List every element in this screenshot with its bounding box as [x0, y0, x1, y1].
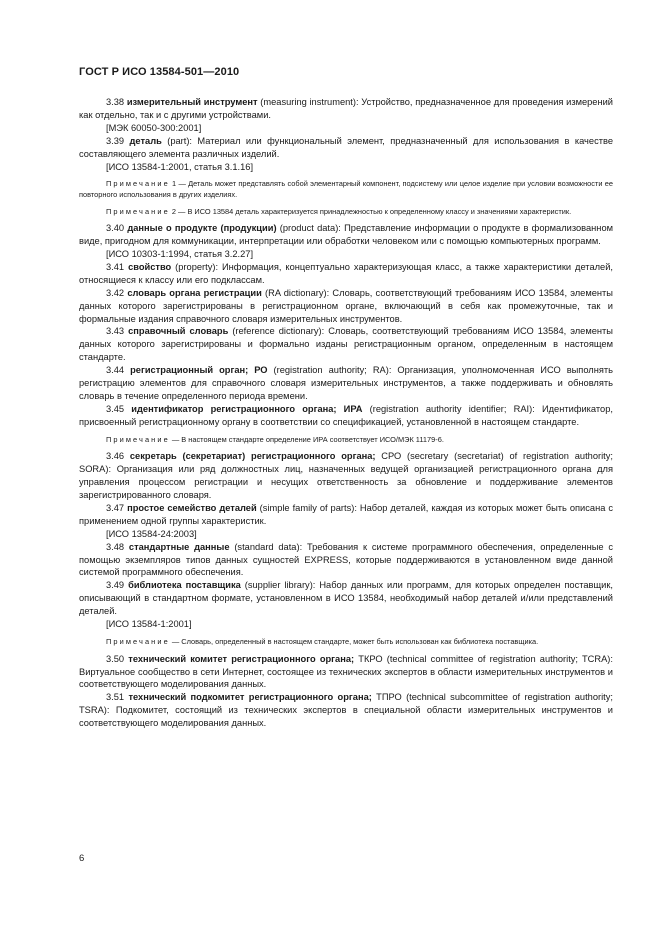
note	[79, 637, 613, 648]
source-reference: [ИСО 13584-1:2001]	[106, 619, 192, 630]
term-definition	[79, 364, 613, 403]
term-name: идентификатор регистрационного органа; ИРА	[131, 403, 363, 414]
term-text: ТКРО (technical committee of registration authority; TCRA): Виртуальное сообщество в сети Интернет, состоящее из технических экспертов в области измерительных инструментов и соответствующего моделирования данных.	[79, 653, 613, 690]
term-text: (reference dictionary): Словарь, соответствующий требованиям ИСО 13584, элементы данных которого зарегистрированы и формально изданы регистрационным органом, определенным в настоящем стандарте.	[79, 326, 613, 363]
source-reference: [ИСО 10303-1:1994, статья 3.2.27]	[106, 249, 254, 260]
source-reference: [ИСО 13584-1:2001, статья 3.1.16]	[106, 161, 254, 172]
term-name: регистрационный орган; РО	[130, 365, 268, 376]
page-number: 6	[79, 853, 85, 864]
term-text: (supplier library): Набор данных или программ, для которых определен поставщик, описывающий в стандартном формате, установленном в ИСО 13584, необходимый набор деталей и/или представлений деталей.	[79, 580, 613, 617]
term-name: секретарь (секретариат) регистрационного органа;	[129, 451, 376, 462]
term-number: 3.47	[106, 502, 125, 513]
term-definition	[79, 96, 613, 122]
term-definition	[79, 222, 613, 248]
term-number: 3.45	[106, 403, 125, 414]
term-number: 3.50	[106, 653, 125, 664]
term-text: (part): Материал или функциональный элемент, предназначенный для использования в качестве составляющего элемента различных изделий.	[79, 135, 613, 159]
term-text: (RA dictionary): Словарь, соответствующий требованиям ИСО 13584, элементы данных которого зарегистрированы в регистрационном органе, включающий в себя как промежуточные, так и формальные издания справочного словаря измерительных инструментов.	[79, 287, 613, 324]
term-name: технический комитет регистрационного органа;	[128, 653, 355, 664]
source-reference: [ИСО 13584-24:2003]	[106, 528, 197, 539]
term-number: 3.48	[106, 541, 125, 552]
term-number: 3.51	[106, 692, 125, 703]
term-number: 3.46	[106, 451, 125, 462]
note	[79, 207, 613, 218]
term-text: (registration authority identifier; RAI): Идентификатор, присвоенный регистрационному органу в соответствии со спецификацией, установленной в настоящем стандарте.	[79, 403, 613, 427]
term-text: (simple family of parts): Набор деталей, каждая из которых может быть описана с применением одной группы характеристик.	[79, 502, 613, 526]
note-text: 2 — В ИСО 13584 деталь характеризуется принадлежностью к определенному классу и значениями характеристик.	[169, 206, 572, 216]
note-label: Примечание	[106, 179, 170, 189]
term-number: 3.39	[106, 135, 125, 146]
document-header: ГОСТ Р ИСО 13584-501—2010	[79, 66, 240, 78]
note-text: 1 — Деталь может представлять собой элементарный компонент, подсистему или целое изделие при условии возможности ее повторного использования в других изделиях.	[79, 179, 613, 200]
document-body	[79, 96, 613, 730]
note-label: Примечание	[106, 637, 170, 646]
term-definition	[79, 502, 613, 528]
term-text: (product data): Представление информации о продукте в формализованном виде, пригодном для коммуникации, интерпретации или обработки человеком или с помощью компьютерных программ.	[79, 223, 614, 247]
term-name: измерительный инструмент	[126, 97, 258, 107]
term-text: ТПРО (technical subcommittee of registration authority; TSRA): Подкомитет, состоящий из технических экспертов в специальной области измерительных инструментов и соответствующего моделирования данных.	[79, 692, 613, 729]
term-name: стандартные данные	[128, 541, 230, 552]
term-name: словарь органа регистрации	[127, 287, 262, 298]
term-definition	[79, 325, 613, 364]
term-name: данные о продукте (продукции)	[127, 223, 277, 234]
term-definition	[79, 579, 613, 618]
term-number: 3.41	[106, 261, 125, 272]
term-definition	[79, 135, 613, 161]
term-name: библиотека поставщика	[128, 580, 241, 591]
term-text: (standard data): Требования к системе программного обеспечения, определенные с помощью экземпляров типов данных сущностей EXPRESS, которые поддерживаются в установленном виде данной системой программного обеспечения.	[79, 541, 613, 578]
note	[79, 435, 613, 446]
term-number: 3.49	[106, 580, 125, 591]
term-number: 3.40	[106, 223, 125, 234]
term-definition	[79, 691, 613, 730]
term-definition	[79, 403, 613, 429]
source-reference: [МЭК 60050-300:2001]	[106, 122, 202, 133]
term-number: 3.42	[106, 287, 125, 298]
note-label: Примечание	[106, 434, 170, 444]
term-definition	[79, 653, 613, 692]
term-text: (registration authority; RA): Организация, уполномоченная ИСО выполнять регистрацию элементов для справочного словаря измерительных инструментов, а также поддерживать и обновлять словарь в течение определенного периода времени.	[79, 365, 614, 401]
term-name: технический подкомитет регистрационного органа;	[128, 692, 372, 703]
term-text: СРО (secretary (secretariat) of registration authority; SORA): Организация или ряд должностных лиц, назначенных ведущей организацией регистрационного органа для управления процессом регистрации и несущих ответственность за обновление и поддерживание элементов зарегистрированного словаря.	[79, 451, 613, 501]
term-text: (measuring instrument): Устройство, предназначенное для проведения измерений как отдельно, так и с другими устройствами.	[79, 97, 614, 120]
term-number: 3.38	[106, 97, 125, 107]
term-number: 3.44	[106, 365, 125, 376]
term-name: справочный словарь	[128, 326, 229, 337]
term-definition	[79, 450, 613, 502]
term-number: 3.43	[106, 326, 125, 337]
note-label: Примечание	[106, 206, 170, 216]
note-text: — Словарь, определенный в настоящем стандарте, может быть использован как библиотека поставщика.	[169, 637, 539, 646]
term-definition	[79, 261, 613, 287]
term-name: деталь	[129, 135, 162, 146]
term-name: простое семейство деталей	[127, 502, 257, 513]
term-definition	[79, 287, 613, 326]
term-text: (property): Информация, концептуально характеризующая класс, а также характеристики деталей, относящиеся к классу или его подклассам.	[79, 261, 613, 285]
term-definition	[79, 541, 613, 580]
note	[79, 179, 613, 200]
term-name: свойство	[128, 261, 172, 272]
note-text: — В настоящем стандарте определение ИРА соответствует ИСО/МЭК 11179-6.	[169, 434, 444, 444]
